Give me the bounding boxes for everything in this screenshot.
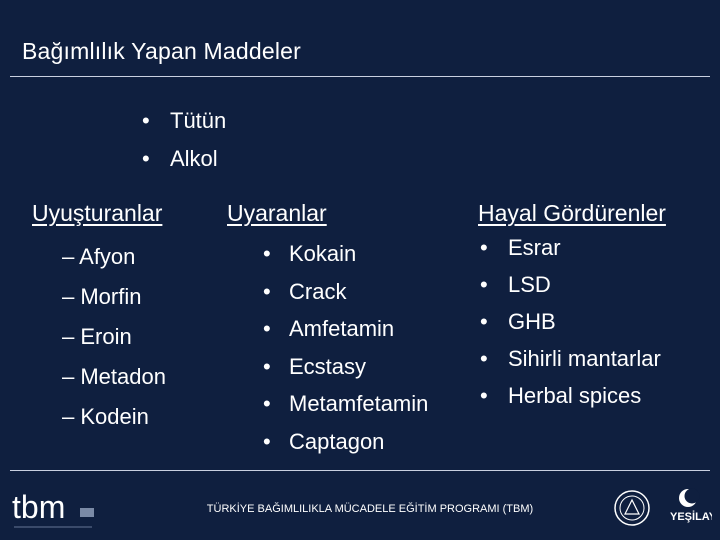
title-divider	[10, 76, 710, 77]
item-dash: –	[62, 404, 81, 429]
column-stimulants	[227, 200, 428, 460]
item-dash: –	[62, 244, 80, 269]
footer-divider	[10, 470, 710, 471]
list-item: • GHB	[508, 303, 666, 340]
list-item: • Amfetamin	[289, 310, 428, 348]
item-dash: –	[62, 364, 81, 389]
column-heading: Uyaranlar	[227, 200, 327, 226]
list-item: • Crack	[289, 273, 428, 311]
list-item: • Herbal spices	[508, 377, 666, 414]
list-item	[62, 237, 166, 277]
item-label: Metadon	[80, 364, 166, 389]
list-item: • Alkol	[170, 140, 226, 178]
tbm-logo-text: tbm	[12, 489, 66, 525]
column-heading: Hayal Gördürenler	[478, 200, 666, 226]
list-item: • Ecstasy	[289, 348, 428, 386]
item-label: Morfin	[80, 284, 142, 309]
tbm-logo	[12, 488, 102, 537]
column-heading: Uyuşturanlar	[32, 200, 163, 226]
item-label: Eroin	[80, 324, 132, 349]
list-item: • LSD	[508, 266, 666, 303]
column-depressants	[32, 200, 166, 437]
list-item: • Tütün	[170, 102, 226, 140]
list-item: • Esrar	[508, 229, 666, 266]
ministry-emblem-icon	[615, 491, 649, 525]
crescent-icon	[679, 489, 700, 508]
slide-title: Bağımlılık Yapan Maddeler	[22, 38, 302, 64]
yesilay-logo-text: YEŞİLAY	[670, 511, 712, 523]
list-item	[62, 317, 166, 357]
top-bullet-list	[170, 102, 226, 178]
item-dash: –	[62, 284, 81, 309]
partner-logos	[612, 484, 712, 539]
item-label: Afyon	[79, 244, 136, 269]
list-item: • Metamfetamin	[289, 385, 428, 423]
item-label: Kodein	[80, 404, 149, 429]
list-item	[62, 277, 166, 317]
list-item: • Kokain	[289, 235, 428, 273]
column-hallucinogens	[478, 200, 666, 414]
item-dash: –	[62, 324, 81, 349]
list-item: • Captagon	[289, 423, 428, 461]
list-item: • Sihirli mantarlar	[508, 340, 666, 377]
list-item	[62, 357, 166, 397]
list-item	[62, 397, 166, 437]
footer-program-text: TÜRKİYE BAĞIMLILIKLA MÜCADELE EĞİTİM PROGRAMI (TBM)	[206, 503, 534, 515]
